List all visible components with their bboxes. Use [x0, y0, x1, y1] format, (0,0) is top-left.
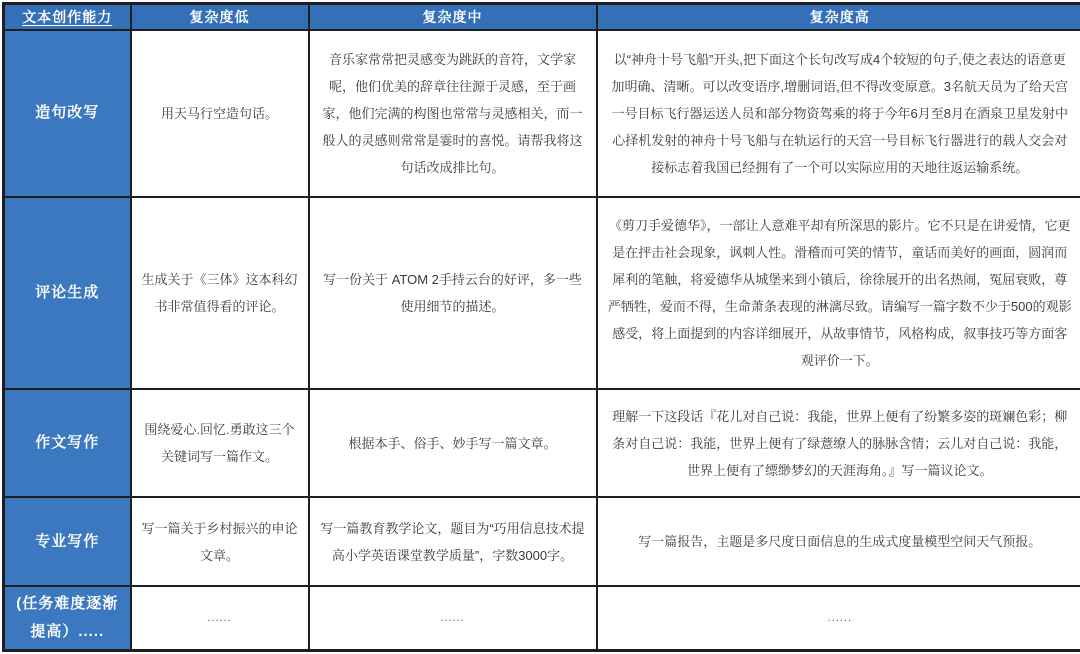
cell-essay-writing-mid: 根据本手、俗手、妙手写一篇文章。	[309, 389, 597, 497]
cell-ellipsis-mid: ......	[309, 586, 597, 650]
row-label-essay-writing: 作文写作	[4, 389, 131, 497]
cell-sentence-rewrite-high: 以“神舟十号飞船”开头,把下面这个长句改写成4个较短的句子,使之表达的语意更加明确、清晰。可以改变语序,增删词语,但不得改变原意。3名航天员为了给天宫一号目标飞行器运送人员和部分物资驾乘的将于今年6月至8月在酒泉卫星发射中心择机发射的神舟十号飞船与在轨运行的天宫一号目标飞行器进行的载人交会对接标志着我国已经拥有了一个可以实际应用的天地往返运输系统。	[597, 30, 1080, 197]
table-row	[4, 30, 1080, 197]
header-col-complexity-high: 复杂度高	[597, 4, 1080, 31]
cell-professional-writing-mid: 写一篇教育教学论文，题目为“巧用信息技术提高小学英语课堂教学质量”，字数3000字。	[309, 497, 597, 586]
header-col-complexity-low: 复杂度低	[131, 4, 309, 31]
cell-ellipsis-high: ......	[597, 586, 1080, 650]
table-row	[4, 497, 1080, 586]
table-row	[4, 586, 1080, 650]
cell-professional-writing-low: 写一篇关于乡村振兴的申论文章。	[131, 497, 309, 586]
row-label-review-generation: 评论生成	[4, 197, 131, 389]
cell-essay-writing-high: 理解一下这段话『花儿对自己说：我能，世界上便有了纷繁多姿的斑斓色彩；柳条对自己说：我能，世界上便有了绿薏缭人的脉脉含情；云儿对自己说：我能，世界上便有了缥缈梦幻的天涯海角。』写一篇议论文。	[597, 389, 1080, 497]
row-label-professional-writing: 专业写作	[4, 497, 131, 586]
table-title: 文本创作能力	[22, 9, 113, 25]
cell-review-generation-mid: 写一份关于 ATOM 2手持云台的好评，多一些使用细节的描述。	[309, 197, 597, 389]
cell-ellipsis-low: ......	[131, 586, 309, 650]
cell-essay-writing-low: 围绕爱心.回忆.勇敢这三个关键词写一篇作文。	[131, 389, 309, 497]
cell-review-generation-low: 生成关于《三体》这本科幻书非常值得看的评论。	[131, 197, 309, 389]
cell-sentence-rewrite-low: 用天马行空造句话。	[131, 30, 309, 197]
cell-review-generation-high: 《剪刀手爱德华》，一部让人意难平却有所深思的影片。它不只是在讲爱情，它更是在抨击社会现象，讽刺人性。滑稽而可笑的情节，童话而美好的画面，圆润而犀利的笔触，将爱德华从城堡来到小镇后，徐徐展开的出名热闹，冤屈衰败，尊严牺牲，爱而不得，生命萧条表现的淋漓尽致。请编写一篇字数不少于500的观影感受，将上面提到的内容详细展开，从故事情节，风格构成，叙事技巧等方面客观评价一下。	[597, 197, 1080, 389]
row-label-difficulty-increasing: (任务难度逐渐提高）.....	[4, 586, 131, 650]
cell-professional-writing-high: 写一篇报告，主题是多尺度日面信息的生成式度量模型空间天气预报。	[597, 497, 1080, 586]
text-creation-capability-table	[2, 2, 1080, 652]
header-row	[4, 4, 1080, 31]
table-row	[4, 197, 1080, 389]
header-col-complexity-mid: 复杂度中	[309, 4, 597, 31]
cell-sentence-rewrite-mid: 音乐家常常把灵感变为跳跃的音符，文学家呢，他们优美的辞章往往源于灵感，至于画家，他们完满的构图也常常与灵感相关，而一般人的灵感则常常是霎时的喜悦。请帮我将这句话改成排比句。	[309, 30, 597, 197]
header-corner-cell	[4, 4, 131, 31]
table-row	[4, 389, 1080, 497]
row-label-sentence-rewrite: 造句改写	[4, 30, 131, 197]
